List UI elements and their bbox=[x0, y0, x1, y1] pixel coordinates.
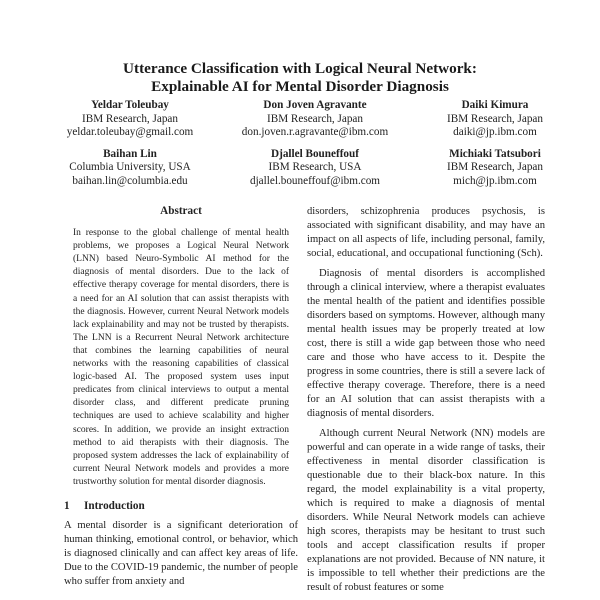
author-row-1 bbox=[60, 99, 560, 140]
author-name: Baihan Lin bbox=[103, 147, 157, 160]
author-name: Daiki Kimura bbox=[461, 99, 529, 111]
intro-paragraph-1: A mental disorder is a significant deterioration of human thinking, emotional control, or behavior, which is diagnosed clinically and can affect key areas of life. Due to the COVID-19 pandemic, the number of people who suffer from anxiety and bbox=[64, 520, 298, 588]
author bbox=[60, 148, 200, 189]
author-name: Djallel Bouneffouf bbox=[271, 147, 359, 160]
author-affiliation: IBM Research, Japan bbox=[267, 112, 363, 125]
author-affiliation: Columbia University, USA bbox=[69, 161, 191, 173]
author-email: djallel.bouneffouf@ibm.com bbox=[249, 174, 381, 187]
author-email: daiki@jp.ibm.com bbox=[453, 126, 537, 138]
section-number: 1 bbox=[64, 499, 70, 512]
author-row-2 bbox=[60, 148, 560, 189]
paper-title bbox=[0, 60, 600, 95]
abstract-heading: Abstract bbox=[160, 205, 202, 217]
author-email: yeldar.toleubay@gmail.com bbox=[66, 126, 194, 138]
author bbox=[60, 99, 200, 140]
author-affiliation: IBM Research, Japan bbox=[82, 112, 178, 125]
title-line-1: Utterance Classification with Logical Neural Network: bbox=[123, 60, 477, 77]
abstract-text: In response to the global challenge of mental health problems, we proposes a Logical Neural Network (LNN) based Neuro-Symbolic AI method for the diagnosis of mental disorders. Due to the lack of effective therapy coverage for mental disorders, there is a need for an AI solution that can assist therapists with the diagnosis. However, current Neural Network models lack explainability and may not be trusted by therapists. The LNN is a Recurrent Neural Network architecture that combines the learning capabilities of neural networks with the reasoning capabilities of classical logic-based AI. The proposed system uses input predicates from clinical interviews to output a mental disorder class, and different predicate pruning techniques are used to achieve scalability and higher scores. In addition, we provide an insight extraction method to aid therapists with their diagnosis. The proposed system addresses the lack of explainability of current Neural Network models and provides a more trustworthy solution for mental disorder diagnosis. bbox=[73, 228, 289, 487]
section-heading-introduction bbox=[64, 500, 298, 513]
author-affiliation: IBM Research, Japan bbox=[447, 161, 543, 173]
right-column bbox=[307, 205, 545, 595]
right-paragraph-2: Diagnosis of mental disorders is accomplished through a clinical interview, where a therapist evaluates the mental health of the patient and identifies possible disorders based on symptoms. However, although many mental health issues may be properly treated at low cost, there is still a wide gap between those who need care and those who have access to it. Despite the progress in some countries, there is still a severe lack of effective therapy coverage. Therefore, there is a need for an AI solution that can assist therapists with a diagnosis of mental disorders. bbox=[307, 268, 545, 419]
title-line-2: Explainable AI for Mental Disorder Diagnosis bbox=[151, 77, 449, 95]
author bbox=[430, 99, 560, 140]
author-email: mich@jp.ibm.com bbox=[453, 174, 537, 187]
author-block bbox=[60, 99, 560, 196]
author-affiliation: IBM Research, USA bbox=[268, 161, 362, 173]
section-title: Introduction bbox=[84, 499, 145, 512]
author-name: Yeldar Toleubay bbox=[91, 99, 169, 111]
author bbox=[235, 148, 395, 189]
author-email: don.joven.r.agravante@ibm.com bbox=[241, 126, 389, 138]
author bbox=[430, 148, 560, 189]
right-paragraph-3: Although current Neural Network (NN) models are powerful and can operate in a wide range of tasks, their effectiveness in mental disorder classification is questionable due to their black-box nature. In this regard, the model explainability is a vital property, which is required to make a diagnosis of mental disorders. While Neural Network models can achieve high scores, therapists may be hesitant to trust such tools and accept classification results if proper explanations are not provided. Because of NN nature, it is impossible to tell whether their predictions are the result of robust features or some bbox=[307, 428, 545, 593]
author-affiliation: IBM Research, Japan bbox=[447, 112, 543, 125]
author-name: Michiaki Tatsubori bbox=[449, 147, 541, 160]
author bbox=[235, 99, 395, 140]
left-column bbox=[64, 205, 298, 589]
author-email: baihan.lin@columbia.edu bbox=[72, 174, 188, 187]
author-name: Don Joven Agravante bbox=[263, 99, 367, 111]
right-paragraph-1: disorders, schizophrenia produces psychosis, is associated with significant disability, and may have an impact on all aspects of life, including personal, family, social, educational, and occupational functioning (Sch). bbox=[307, 206, 545, 259]
